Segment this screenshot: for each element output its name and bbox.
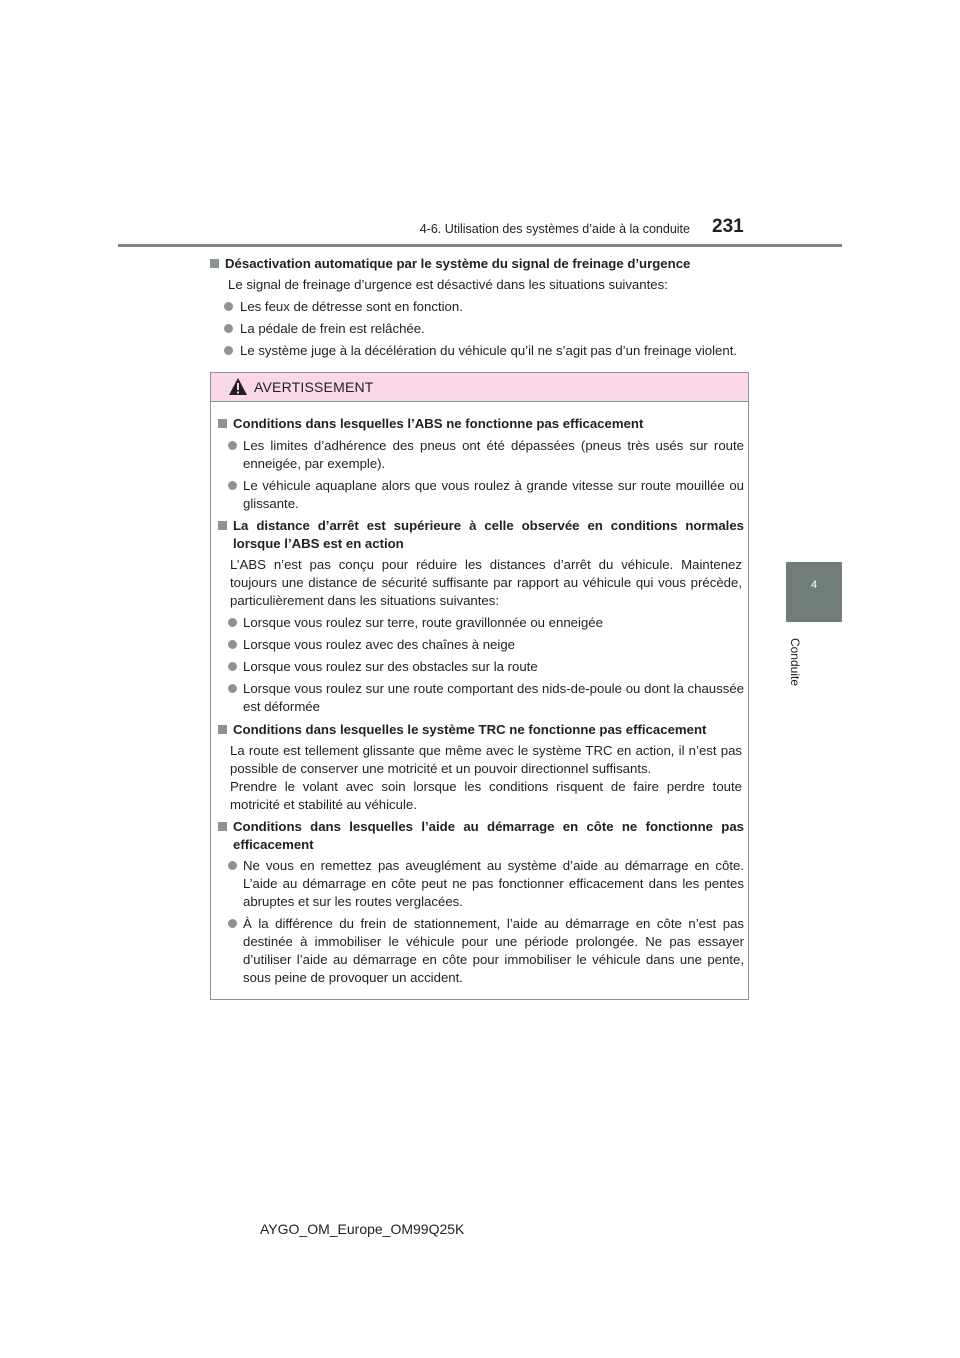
- round-bullet-icon: [228, 618, 237, 627]
- square-bullet-icon: [218, 521, 227, 530]
- round-bullet-icon: [228, 441, 237, 450]
- round-bullet-icon: [228, 662, 237, 671]
- round-bullet-icon: [224, 346, 233, 355]
- warning-bullet: Lorsque vous roulez avec des chaînes à neige: [228, 636, 744, 654]
- warning-bullet: Lorsque vous roulez sur une route comportant des nids-de-poule ou dont la chaussée est déformée: [228, 680, 744, 716]
- round-bullet-icon: [228, 684, 237, 693]
- header-rule: [118, 244, 842, 247]
- square-bullet-icon: [218, 419, 227, 428]
- square-bullet-icon: [210, 259, 219, 268]
- warning-bullet: À la différence du frein de stationnement, l’aide au démarrage en côte n’est pas destinée à immobiliser le véhicule pour une période prolongée. Ne pas essayer d’utiliser l’aide au démarrage en côte pour immobiliser le véhicule dans une pente, sous peine de provoquer un accident.: [228, 915, 744, 987]
- square-bullet-icon: [218, 822, 227, 831]
- section-intro: Le signal de freinage d’urgence est désactivé dans les situations suivantes:: [228, 277, 668, 292]
- warning-block-heading: La distance d’arrêt est supérieure à celle observée en conditions normales lorsque l’ABS est en action: [218, 517, 744, 553]
- page-number: 231: [712, 216, 744, 237]
- round-bullet-icon: [224, 302, 233, 311]
- warning-block-heading: Conditions dans lesquelles l’aide au démarrage en côte ne fonctionne pas efficacement: [218, 818, 744, 854]
- round-bullet-icon: [224, 324, 233, 333]
- square-bullet-icon: [218, 725, 227, 734]
- section-bullet: La pédale de frein est relâchée.: [224, 320, 764, 338]
- warning-bullet: Ne vous en remettez pas aveuglément au système d’aide au démarrage en côte. L’aide au démarrage en côte peut ne pas fonctionner efficacement dans les pentes abruptes et sur les routes verglacées.: [228, 857, 744, 911]
- warning-block-text: La route est tellement glissante que même avec le système TRC en action, il n’est pas possible de conserver une motricité et un pouvoir directionnel suffisants.: [230, 743, 742, 776]
- warning-bullet: Lorsque vous roulez sur terre, route gravillonnée ou enneigée: [228, 614, 744, 632]
- round-bullet-icon: [228, 861, 237, 870]
- chapter-tab: 4: [786, 562, 842, 622]
- warning-bullet: Le véhicule aquaplane alors que vous roulez à grande vitesse sur route mouillée ou glissante.: [228, 477, 744, 513]
- chapter-label: Conduite: [788, 637, 802, 687]
- header-section-title: 4-6. Utilisation des systèmes d’aide à la conduite: [419, 222, 690, 236]
- warning-bullet: Les limites d’adhérence des pneus ont été dépassées (pneus très usés sur route enneigée, par exemple).: [228, 437, 744, 473]
- warning-bullet: Lorsque vous roulez sur des obstacles sur la route: [228, 658, 744, 676]
- warning-triangle-icon: [228, 377, 248, 396]
- warning-block-heading: Conditions dans lesquelles l’ABS ne fonctionne pas efficacement: [218, 415, 744, 433]
- warning-block-text: L’ABS n’est pas conçu pour réduire les distances d’arrêt du véhicule. Maintenez toujours une distance de sécurité suffisante par rapport au véhicule qui vous précède, particulièrement dans les situations suivantes:: [230, 557, 742, 608]
- round-bullet-icon: [228, 640, 237, 649]
- section-bullet: Les feux de détresse sont en fonction.: [224, 298, 764, 316]
- document-code: AYGO_OM_Europe_OM99Q25K: [260, 1221, 465, 1237]
- section-bullet: Le système juge à la décélération du véhicule qu’il ne s’agit pas d’un freinage violent.: [224, 342, 764, 360]
- round-bullet-icon: [228, 919, 237, 928]
- warning-title: AVERTISSEMENT: [254, 379, 374, 395]
- warning-block-text: Prendre le volant avec soin lorsque les conditions risquent de faire perdre toute motricité et stabilité au véhicule.: [230, 779, 742, 812]
- warning-block-heading: Conditions dans lesquelles le système TRC ne fonctionne pas efficacement: [218, 721, 744, 739]
- round-bullet-icon: [228, 481, 237, 490]
- section-heading: Désactivation automatique par le système du signal de freinage d’urgence: [210, 255, 770, 273]
